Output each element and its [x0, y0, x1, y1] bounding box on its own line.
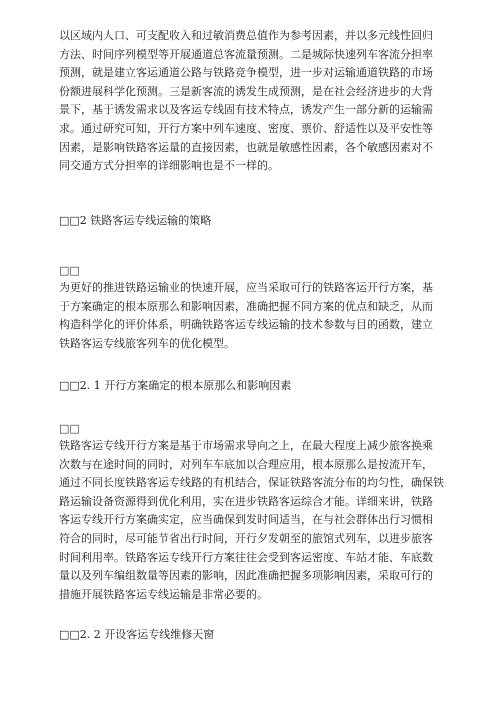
- paragraph-strategy: [59, 279, 451, 353]
- section-heading-2-2: □□2. 2 开设客运专线维修天窗: [59, 628, 215, 641]
- text-line: 措施开展铁路客运专线运输是非常必要的。: [59, 587, 268, 601]
- text-line: 为更好的推进铁路运输业的快速开展，应当采取可行的铁路客运开行方案，基: [59, 281, 433, 294]
- section-heading-2-1: □□2. 1 开行方案确定的根本原那么和影响因素: [59, 379, 292, 392]
- text-line: 因素，是影响铁路客运量的直接因素，也就是敏感性因素，各个敏感因素对不: [59, 140, 433, 154]
- text-line: 构造科学化的评价体系，明确铁路客运专线运输的技术参数与目的函数，建立: [59, 318, 433, 332]
- text-line: 路运输设备资源得到优化利用，实在进步铁路客运综合才能。详细来讲，铁路: [59, 494, 433, 508]
- text-line: 于方案确定的根本原那么和影响因素，准确把握不同方案的优点和缺乏，从而: [59, 299, 433, 313]
- text-line: 铁路客运专线开行方案是基于市场需求导向之上，在最大程度上减少旅客换乘: [59, 439, 433, 452]
- text-line: 次数与在途时间的同时，对列车车底加以合理应用，根本原那么是按流开车，: [59, 457, 433, 471]
- text-line: 符合的同时，尽可能节省出行时间，开行夕发朝至的旅馆式列车，以进步旅客: [59, 531, 433, 545]
- text-line: 铁路客运专线旅客列车的优化模型。: [59, 336, 235, 350]
- text-line: 客运专线开行方案确实定，应当确保到发时间适当，在与社会群体出行习惯相: [59, 513, 433, 527]
- text-line: 量以及列车编组数量等因素的影响，因此准确把握多项影响因素，采取可行的: [59, 569, 433, 583]
- text-line: 预测，就是建立客运通道公路与铁路竞争模型，进一步对运输通道铁路的市场: [59, 66, 433, 80]
- text-line: 景下，基于诱发需求以及客运专线固有技术特点，诱发产生一部分新的运输需: [59, 103, 433, 117]
- text-line: 同交通方式分担率的详细影响也是不一样的。: [59, 159, 279, 173]
- text-line: 方法、时间序列模型等开展通道总客流量预测。二是城际快速列车客流分担率: [59, 47, 433, 61]
- text-line: 通过不同长度铁路客运专线路的有机结合，保证铁路客流分布的均匀性，确保铁: [59, 476, 444, 490]
- paragraph-principles: [59, 437, 451, 604]
- text-line: 时间利用率。铁路客运专线开行方案往往会受到客运密度、车站才能、车底数: [59, 550, 433, 564]
- section-heading-2: □□2 铁路客运专线运输的策略: [59, 214, 212, 227]
- paragraph-marker: □□: [59, 264, 80, 277]
- text-line: 求。通过研究可知，开行方案中列车速度、密度、票价、舒适性以及平安性等: [59, 121, 433, 135]
- text-line: 份额进展科学化预测。三是新客流的诱发生成预测，是在社会经济进步的大背: [59, 84, 433, 98]
- paragraph-intro-forecast: [59, 27, 451, 176]
- paragraph-marker: □□: [59, 422, 80, 435]
- text-line: 以区域内人口、可支配收入和过敏消费总值作为参考因素，并以多元线性回归: [59, 29, 433, 42]
